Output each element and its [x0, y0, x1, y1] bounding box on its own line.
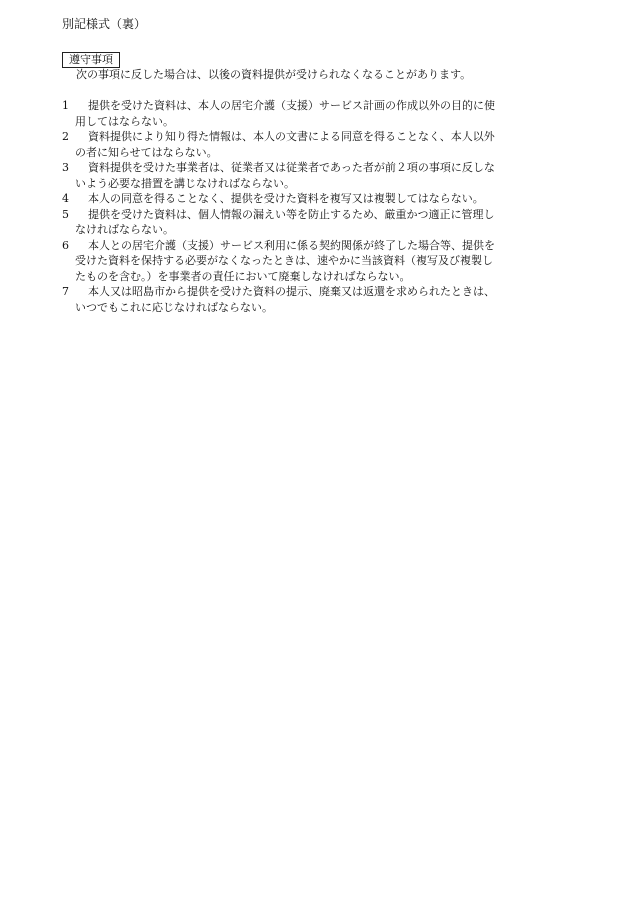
intro-text: 次の事項に反した場合は、以後の資料提供が受けられなくなることがあります。	[76, 68, 472, 81]
item-text: 本人との居宅介護（支援）サービス利用に係る契約関係が終了した場合等、提供を	[88, 238, 495, 252]
item-line: の者に知らせてはならない。	[75, 145, 218, 159]
item-line	[62, 238, 568, 254]
item-line: なければならない。	[75, 223, 174, 236]
item-number: 7	[62, 285, 69, 298]
item-line: たものを含む。）を事業者の責任において廃棄しなければならない。	[75, 269, 411, 283]
item-text: 本人の同意を得ることなく、提供を受けた資料を複写又は複製してはならない。	[88, 192, 484, 205]
item-line	[62, 207, 568, 223]
item-line	[62, 98, 568, 114]
section-heading-box: 遵守事項	[62, 52, 120, 68]
item-line	[62, 129, 568, 145]
list-item	[62, 98, 568, 129]
list-item	[62, 284, 568, 315]
item-number: 3	[62, 161, 69, 174]
item-line	[62, 191, 568, 207]
rules-list	[62, 98, 568, 315]
item-text: 提供を受けた資料は、個人情報の漏えい等を防止するため、厳重かつ適正に管理し	[88, 207, 495, 221]
item-text: 本人又は昭島市から提供を受けた資料の提示、廃棄又は返還を求められたときは、	[88, 285, 495, 298]
item-line: いつでもこれに応じなければならない。	[75, 300, 273, 314]
item-number: 5	[62, 207, 69, 221]
item-line	[62, 160, 568, 176]
item-line	[62, 284, 568, 300]
item-line: いよう必要な措置を講じなければならない。	[75, 176, 295, 190]
item-text: 資料提供により知り得た情報は、本人の文書による同意を得ることなく、本人以外	[88, 130, 495, 143]
form-title: 別記様式（裏）	[62, 17, 147, 31]
list-item	[62, 207, 568, 238]
item-text: 資料提供を受けた事業者は、従業者又は従業者であった者が前２項の事項に反しな	[88, 161, 495, 174]
item-number: 2	[62, 130, 69, 143]
item-line: 用してはならない。	[75, 114, 174, 128]
item-number: 1	[62, 99, 69, 112]
item-line: 受けた資料を保持する必要がなくなったときは、速やかに当該資料（複写及び複製し	[75, 254, 493, 267]
list-item	[62, 238, 568, 285]
item-number: 4	[62, 192, 69, 205]
item-number: 6	[62, 238, 69, 252]
list-item	[62, 191, 568, 207]
list-item	[62, 160, 568, 191]
list-item	[62, 129, 568, 160]
item-text: 提供を受けた資料は、本人の居宅介護（支援）サービス計画の作成以外の目的に使	[88, 99, 495, 112]
